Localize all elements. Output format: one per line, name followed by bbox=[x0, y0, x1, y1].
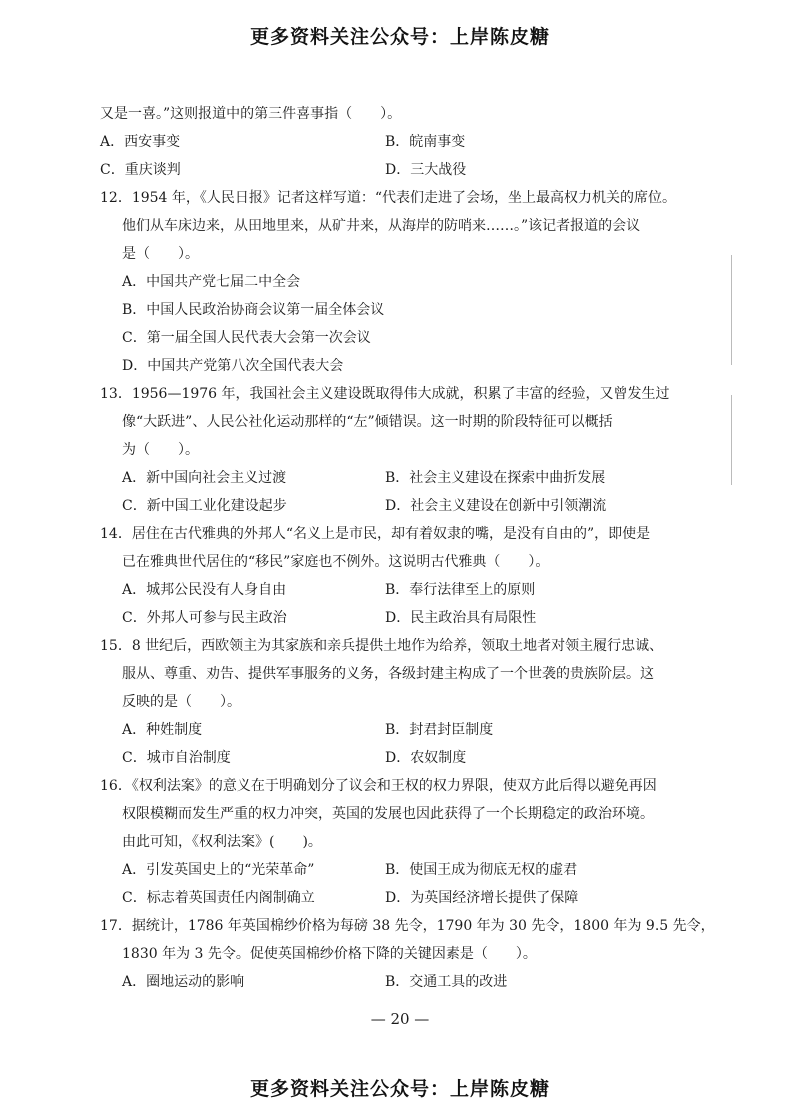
option-c: C．重庆谈判 bbox=[100, 162, 181, 178]
exam-page-content bbox=[100, 100, 715, 996]
question-text-line: 权限模糊而发生严重的权力冲突，英国的发展也因此获得了一个长期稳定的政治环境。 bbox=[122, 806, 654, 822]
option-b: B．交通工具的改进 bbox=[385, 974, 508, 990]
question-text-line: 像“大跃进”、人民公社化运动那样的“左”倾错误。这一时期的阶段特征可以概括 bbox=[122, 414, 613, 430]
option-b: B．封君封臣制度 bbox=[385, 722, 494, 738]
option-b: B．中国人民政治协商会议第一届全体会议 bbox=[122, 302, 385, 318]
option-a: A．种姓制度 bbox=[122, 722, 203, 738]
option-b: B．使国王成为彻底无权的虚君 bbox=[385, 862, 578, 878]
option-a: A．引发英国史上的“光荣革命” bbox=[122, 862, 315, 878]
question-text-line: 12．1954 年，《人民日报》记者这样写道：“代表们走进了会场，坐上最高权力机关的席位。 bbox=[100, 190, 677, 206]
option-row bbox=[100, 128, 690, 156]
question-text-line: 13．1956—1976 年，我国社会主义建设既取得伟大成就，积累了丰富的经验，又曾发生过 bbox=[100, 386, 670, 402]
question-17 bbox=[100, 912, 715, 996]
footer-banner: 更多资料关注公众号：上岸陈皮糖 bbox=[249, 1078, 550, 1100]
option-c: C．标志着英国责任内阁制确立 bbox=[122, 890, 315, 906]
option-c: C．新中国工业化建设起步 bbox=[122, 498, 287, 514]
question-16 bbox=[100, 772, 690, 912]
question-text-line: 为（ ）。 bbox=[122, 442, 199, 458]
page-number: — 20 — bbox=[370, 1010, 430, 1028]
header-banner: 更多资料关注公众号：上岸陈皮糖 bbox=[249, 26, 550, 48]
question-text-line: 由此可知，《权利法案》( )。 bbox=[122, 834, 322, 850]
option-row bbox=[100, 856, 690, 884]
option-row bbox=[100, 884, 690, 912]
question-13 bbox=[100, 380, 690, 520]
question-text-line: 反映的是（ ）。 bbox=[122, 694, 241, 710]
option-row bbox=[100, 604, 690, 632]
option-a: A．圈地运动的影响 bbox=[122, 974, 245, 990]
question-14 bbox=[100, 520, 690, 632]
question-text-line: 服从、尊重、劝告、提供军事服务的义务，各级封建主构成了一个世袭的贵族阶层。这 bbox=[122, 666, 654, 682]
scan-margin-mark bbox=[731, 255, 732, 365]
option-row bbox=[100, 576, 690, 604]
question-text-line: 已在雅典世代居住的“移民”家庭也不例外。这说明古代雅典（ ）。 bbox=[122, 554, 550, 570]
question-text-line: 17．据统计，1786 年英国棉纱价格为每磅 38 先令，1790 年为 30 先令，1800 年为 9.5 先令， bbox=[100, 918, 715, 934]
option-row bbox=[100, 156, 690, 184]
option-c: C．第一届全国人民代表大会第一次会议 bbox=[122, 330, 371, 346]
option-row bbox=[100, 968, 690, 996]
question-text-line: 是（ ）。 bbox=[122, 246, 199, 262]
question-text-line: 他们从车床边来，从田地里来，从矿井来，从海岸的防哨来……。”该记者报道的会议 bbox=[122, 218, 641, 234]
question-text-line: 1830 年为 3 先令。促使英国棉纱价格下降的关键因素是（ ）。 bbox=[122, 946, 537, 962]
question-12 bbox=[100, 184, 690, 380]
option-b: B．皖南事变 bbox=[385, 134, 466, 150]
option-d: D．民主政治具有局限性 bbox=[385, 610, 537, 626]
option-row bbox=[100, 464, 690, 492]
option-row bbox=[100, 716, 690, 744]
question-11-tail bbox=[100, 100, 690, 184]
question-15 bbox=[100, 632, 690, 772]
option-d: D．为英国经济增长提供了保障 bbox=[385, 890, 579, 906]
question-text-line: 16．《权利法案》的意义在于明确划分了议会和王权的权力界限，使双方此后得以避免再因 bbox=[100, 778, 657, 794]
scan-margin-mark bbox=[731, 395, 732, 485]
question-text-line: 14．居住在古代雅典的外邦人“名义上是市民，却有着奴隶的嘴，是没有自由的”，即使是 bbox=[100, 526, 651, 542]
option-c: C．城市自治制度 bbox=[122, 750, 231, 766]
option-a: A．中国共产党七届二中全会 bbox=[122, 274, 301, 290]
option-row bbox=[100, 492, 690, 520]
option-d: D．社会主义建设在创新中引领潮流 bbox=[385, 498, 607, 514]
option-row bbox=[100, 744, 690, 772]
question-text-line: 15．8 世纪后，西欧领主为其家族和亲兵提供土地作为给养，领取土地者对领主履行忠诚、 bbox=[100, 638, 664, 654]
option-d: D．三大战役 bbox=[385, 162, 467, 178]
option-c: C．外邦人可参与民主政治 bbox=[122, 610, 287, 626]
question-text-line: 又是一喜。”这则报道中的第三件喜事指（ ）。 bbox=[100, 106, 402, 122]
option-a: A．西安事变 bbox=[100, 134, 181, 150]
option-d: D．农奴制度 bbox=[385, 750, 467, 766]
option-a: A．城邦公民没有人身自由 bbox=[122, 582, 287, 598]
option-b: B．奉行法律至上的原则 bbox=[385, 582, 536, 598]
option-a: A．新中国向社会主义过渡 bbox=[122, 470, 287, 486]
option-b: B．社会主义建设在探索中曲折发展 bbox=[385, 470, 606, 486]
option-d: D．中国共产党第八次全国代表大会 bbox=[122, 358, 344, 374]
